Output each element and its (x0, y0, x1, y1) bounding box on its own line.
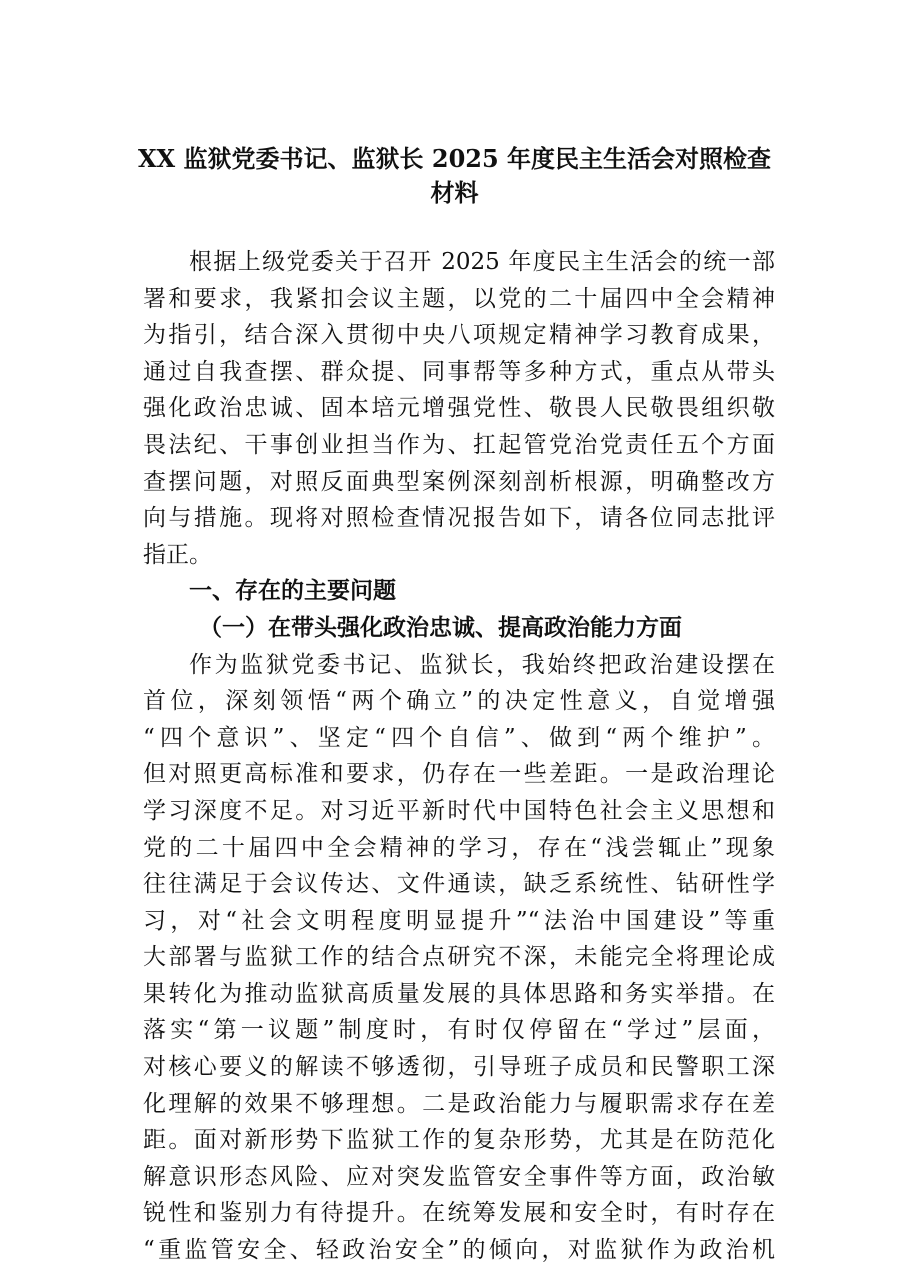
paragraph-line: 习，对“社会文明程度明显提升”“法治中国建设”等重 (143, 907, 775, 934)
paragraph-line: 指正。 (143, 541, 212, 568)
document-title (120, 142, 789, 210)
intro-paragraph (143, 244, 775, 573)
paragraph-line: 锐性和鉴别力有待提升。在统筹发展和安全时，有时存在 (143, 1200, 775, 1227)
paragraph-line: 作为监狱党委书记、监狱长，我始终把政治建设摆在 (189, 651, 775, 678)
title-line: 材料 (430, 178, 479, 207)
paragraph-line: 首位，深刻领悟“两个确立”的决定性意义，自觉增强 (143, 688, 775, 715)
section-heading: 一、存在的主要问题 (189, 578, 396, 605)
paragraph-line: 查摆问题，对照反面典型案例深刻剖析根源，明确整改方 (143, 468, 775, 495)
paragraph-line: 距。面对新形势下监狱工作的复杂形势，尤其是在防范化 (143, 1127, 775, 1154)
paragraph-line: 解意识形态风险、应对突发监管安全事件等方面，政治敏 (143, 1163, 775, 1190)
paragraph-line: 往往满足于会议传达、文件通读，缺乏系统性、钻研性学 (143, 871, 775, 898)
paragraph-line: 果转化为推动监狱高质量发展的具体思路和务实举措。在 (143, 980, 775, 1007)
paragraph-line: 但对照更高标准和要求，仍存在一些差距。一是政治理论 (143, 761, 775, 788)
body-paragraph (143, 647, 775, 1269)
paragraph-line: 落实“第一议题”制度时，有时仅停留在“学过”层面， (143, 1017, 775, 1044)
paragraph-line: 化理解的效果不够理想。二是政治能力与履职需求存在差 (143, 1090, 775, 1117)
paragraph-line: 为指引，结合深入贯彻中央八项规定精神学习教育成果， (143, 322, 775, 349)
paragraph-line: 大部署与监狱工作的结合点研究不深，未能完全将理论成 (143, 944, 775, 971)
paragraph-line: 党的二十届四中全会精神的学习，存在“浅尝辄止”现象 (143, 834, 775, 861)
subsection-heading: （一）在带头强化政治忠诚、提高政治能力方面 (199, 613, 682, 641)
paragraph-line: 畏法纪、干事创业担当作为、扛起管党治党责任五个方面 (143, 431, 775, 458)
paragraph-line: 根据上级党委关于召开 2025 年度民主生活会的统一部 (189, 249, 775, 275)
paragraph-line: “重监管安全、轻政治安全”的倾向，对监狱作为政治机 (143, 1237, 775, 1264)
document-body (143, 244, 775, 1269)
paragraph-line: 通过自我查摆、群众提、同事帮等多种方式，重点从带头 (143, 358, 775, 385)
paragraph-line: 学习深度不足。对习近平新时代中国特色社会主义思想和 (143, 797, 775, 824)
paragraph-line: “四个意识”、坚定“四个自信”、做到“两个维护”。 (143, 724, 775, 751)
paragraph-line: 对核心要义的解读不够透彻，引导班子成员和民警职工深 (143, 1054, 775, 1081)
paragraph-line: 强化政治忠诚、固本培元增强党性、敬畏人民敬畏组织敬 (143, 395, 775, 422)
paragraph-line: 向与措施。现将对照检查情况报告如下，请各位同志批评 (143, 505, 775, 532)
paragraph-line: 署和要求，我紧扣会议主题，以党的二十届四中全会精神 (143, 285, 775, 312)
title-line: XX 监狱党委书记、监狱长 2025 年度民主生活会对照检查 (137, 144, 772, 173)
